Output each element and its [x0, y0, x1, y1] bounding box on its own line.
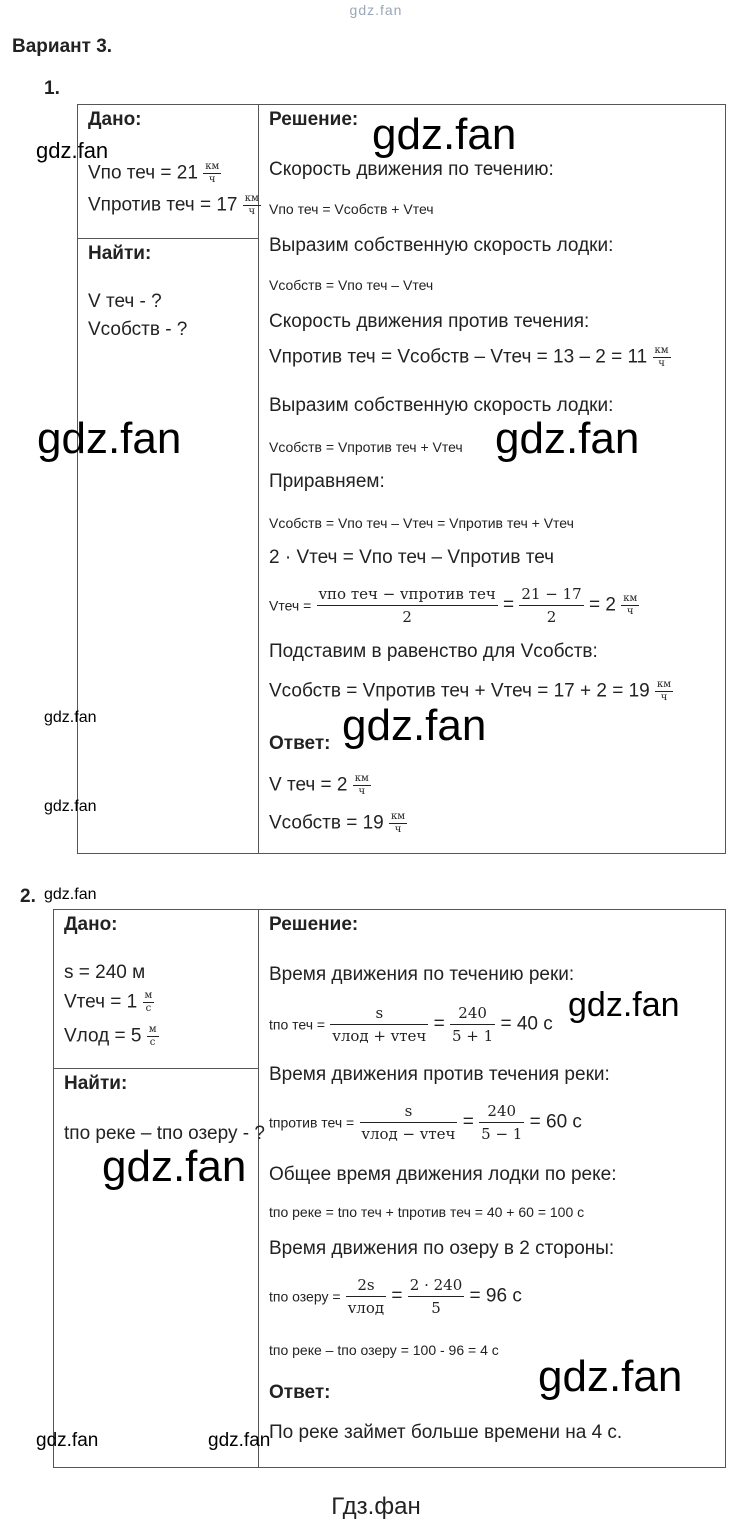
- solution-line: Время движения против течения реки:: [269, 1064, 610, 1085]
- find-line: tпо реке – tпо озеру - ?: [64, 1123, 265, 1144]
- solution-formula: Vтеч = $\frac{\text{vпо теч − vпротив теч}}{2}$ = $\frac{21 - 17}{2}$ = 2 $\frac{км}{ч}$: [269, 585, 638, 626]
- watermark: gdz.fan: [36, 1430, 99, 1451]
- answer-line: Vсобств = 19 $\frac{км}{ч}$: [269, 811, 406, 835]
- fraction: $\frac{\text{vпо теч − vпротив теч}}{2}$: [318, 585, 496, 626]
- solution-line: Время движения по озеру в 2 стороны:: [269, 1238, 615, 1259]
- solution-line: 2 · Vтеч = Vпо теч – Vпротив теч: [269, 547, 555, 568]
- task1-number: 1.: [44, 78, 60, 99]
- solution-line: Vсобств = Vпротив теч + Vтеч = 17 + 2 = 19 $\frac{км}{ч}$: [269, 679, 672, 703]
- watermark: gdz.fan: [36, 138, 109, 163]
- watermark: gdz.fan: [342, 701, 487, 750]
- solution-line: Выразим собственную скорость лодки:: [269, 235, 614, 256]
- answer-line: По реке займет больше времени на 4 с.: [269, 1422, 623, 1443]
- solution-line: Vпротив теч = Vсобств – Vтеч = 13 – 2 = 11 $\frac{км}{ч}$: [269, 345, 669, 369]
- fraction: $\frac{s}{\text{vлод + vтеч}}$: [332, 1004, 427, 1045]
- task2-answer-header: Ответ:: [269, 1382, 331, 1403]
- fraction: $\frac{2s}{\text{vлод}}$: [347, 1276, 385, 1317]
- solution-formula: tпротив теч = $\frac{s}{\text{vлод − vтеч}}$ = $\frac{240}{5 - 1}$ = 60 с: [269, 1102, 582, 1143]
- watermark: gdz.fan: [208, 1430, 271, 1451]
- watermark: gdz.fan: [44, 886, 97, 903]
- watermark: gdz.fan: [495, 414, 640, 463]
- footer-watermark: Гдз.фан: [331, 1493, 421, 1520]
- task1-given-line: Vпо теч = 21 $\frac{км}{ч}$: [88, 161, 220, 185]
- solution-line: Подставим в равенство для Vсобств:: [269, 641, 598, 662]
- fraction: $\frac{240}{5 + 1}$: [452, 1004, 494, 1045]
- solution-line: Vсобств = Vпо теч – Vтеч = Vпротив теч + Vтеч: [269, 515, 574, 531]
- given-line: Vлод = 5 $\frac{м}{с}$: [64, 1024, 157, 1048]
- task1-find-cell: [78, 239, 259, 854]
- task1-answer-header: Ответ:: [269, 733, 331, 754]
- solution-formula: tпо теч = $\frac{s}{\text{vлод + vтеч}}$ = $\frac{240}{5 + 1}$ = 40 с: [269, 1004, 553, 1045]
- unit-fraction: $\frac{км}{ч}$: [654, 345, 669, 369]
- fraction: $\frac{2 \cdot 240}{5}$: [409, 1276, 463, 1317]
- task1-given-header: Дано:: [88, 109, 142, 130]
- watermark: gdz.fan: [568, 986, 680, 1024]
- variant-title: Вариант 3.: [12, 36, 113, 57]
- task1-find-header: Найти:: [88, 243, 152, 264]
- answer-line: V теч = 2 $\frac{км}{ч}$: [269, 773, 369, 797]
- task2-find-cell: [54, 1069, 265, 1468]
- fraction: $\frac{s}{\text{vлод − vтеч}}$: [361, 1102, 456, 1143]
- unit-fraction: $\frac{м}{с}$: [144, 990, 153, 1014]
- unit-fraction: $\frac{км}{ч}$: [391, 811, 406, 835]
- watermark: gdz.fan: [44, 709, 97, 726]
- watermark: gdz.fan: [372, 110, 517, 159]
- unit-fraction: $\frac{км}{ч}$: [244, 193, 259, 217]
- watermark: gdz.fan: [102, 1142, 247, 1191]
- unit-fraction: $\frac{км}{ч}$: [657, 679, 672, 703]
- task2-number: 2.: [20, 886, 36, 907]
- find-line: Vсобств - ?: [88, 319, 188, 340]
- solution-line: Общее время движения лодки по реке:: [269, 1164, 617, 1185]
- given-line: Vтеч = 1 $\frac{м}{с}$: [64, 990, 153, 1014]
- solution-line: Скорость движения против течения:: [269, 311, 590, 332]
- top-watermark: gdz.fan: [349, 2, 403, 18]
- task2-given-cell: [54, 910, 259, 1069]
- watermark: gdz.fan: [44, 798, 97, 815]
- solution-line: Vпо теч = Vсобств + Vтеч: [269, 201, 434, 217]
- solution-line: tпо реке – tпо озеру = 100 - 96 = 4 с: [269, 1342, 499, 1358]
- fraction: $\frac{240}{5 - 1}$: [481, 1102, 523, 1143]
- unit-fraction: $\frac{км}{ч}$: [354, 773, 369, 797]
- fraction: $\frac{21 - 17}{2}$: [521, 585, 582, 626]
- task1-given-cell: [78, 105, 259, 239]
- unit-fraction: $\frac{км}{ч}$: [205, 161, 220, 185]
- task2-given-header: Дано:: [64, 914, 118, 935]
- task1-solution-cell: [259, 105, 726, 854]
- task2-find-header: Найти:: [64, 1073, 128, 1094]
- task1-solution-header: Решение:: [269, 109, 359, 130]
- task2-solution-header: Решение:: [269, 914, 359, 935]
- given-line: s = 240 м: [64, 962, 146, 983]
- solution-formula: tпо озеру = $\frac{2s}{\text{vлод}}$ = $\frac{2 \cdot 240}{5}$ = 96 с: [269, 1276, 522, 1317]
- solution-line: Скорость движения по течению:: [269, 159, 554, 180]
- watermark: gdz.fan: [37, 414, 182, 463]
- watermark: gdz.fan: [538, 1352, 683, 1401]
- solution-line: Время движения по течению реки:: [269, 964, 575, 985]
- solution-line: Vсобств = Vпо теч – Vтеч: [269, 277, 434, 293]
- solution-line: Выразим собственную скорость лодки:: [269, 395, 614, 416]
- solution-line: Vсобств = Vпротив теч + Vтеч: [269, 439, 463, 455]
- solution-line: tпо реке = tпо теч + tпротив теч = 40 + 60 = 100 с: [269, 1204, 585, 1220]
- unit-fraction: $\frac{м}{с}$: [148, 1024, 157, 1048]
- unit-fraction: $\frac{км}{ч}$: [623, 593, 638, 617]
- find-line: V теч - ?: [88, 291, 162, 312]
- solution-line: Приравняем:: [269, 471, 385, 492]
- task1-given-line: Vпротив теч = 17 $\frac{км}{ч}$: [88, 193, 259, 217]
